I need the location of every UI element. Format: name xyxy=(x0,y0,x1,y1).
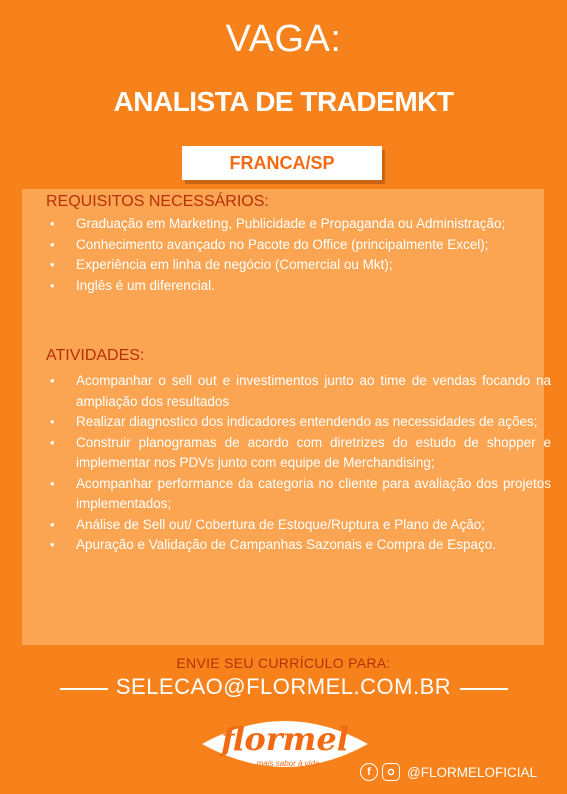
brand-tagline: mais sabor à vida xyxy=(256,759,320,768)
list-item: • Apuração e Validação de Campanhas Sazonais e Compra de Espaço. xyxy=(46,535,551,556)
bullet-icon: • xyxy=(50,414,55,429)
email-link[interactable]: SELECAO@FLORMEL.COM.BR xyxy=(115,674,452,699)
requirements-title: REQUISITOS NECESSÁRIOS: xyxy=(46,193,269,210)
brand-name: flormel xyxy=(221,720,349,758)
list-item: • Realizar diagnostico dos indicadores entendendo as necessidades de ações; xyxy=(46,412,551,433)
bullet-icon: • xyxy=(50,537,55,552)
activities-list xyxy=(46,371,551,556)
flormel-logo xyxy=(196,704,374,784)
bullet-icon: • xyxy=(50,516,55,532)
email-row xyxy=(0,674,567,704)
facebook-icon[interactable]: f xyxy=(360,763,378,781)
page-title: VAGA: xyxy=(225,18,342,60)
location-badge xyxy=(182,146,382,180)
list-item: • Inglês é um diferencial. xyxy=(46,276,551,297)
list-item: • Graduação em Marketing, Publicidade e Propaganda ou Administração; xyxy=(46,214,551,235)
list-item: • Construir planogramas de acordo com diretrizes do estudo de shopper e implementar nos PDVs junto com equipe de Merchandising; xyxy=(50,434,551,470)
job-details-panel xyxy=(22,189,551,645)
list-item: • Acompanhar performance da categoria no cliente para avaliação dos projetos implementados; xyxy=(50,475,551,511)
bullet-icon: • xyxy=(50,373,55,388)
bullet-icon: • xyxy=(50,236,55,252)
divider-right xyxy=(460,688,508,690)
bullet-icon: • xyxy=(50,277,55,293)
social-links xyxy=(360,762,537,782)
bullet-icon: • xyxy=(50,216,55,231)
list-item: • Análise de Sell out/ Cobertura de Estoque/Ruptura e Plano de Ação; xyxy=(46,515,551,536)
activities-title: ATIVIDADES: xyxy=(46,347,145,364)
bullet-icon: • xyxy=(50,475,55,491)
job-title: ANALISTA DE TRADEMKT xyxy=(113,86,454,117)
list-item: • Experiência em linha de negócio (Comercial ou Mkt); xyxy=(46,255,551,276)
social-handle[interactable]: @FLORMELOFICIAL xyxy=(407,764,537,780)
send-resume-label: ENVIE SEU CURRÍCULO PARA: xyxy=(176,655,391,671)
bullet-icon: • xyxy=(50,257,55,272)
list-item: • Acompanhar o sell out e investimentos junto ao time de vendas focando na ampliação dos resultados xyxy=(50,373,551,409)
instagram-icon[interactable] xyxy=(382,763,400,781)
location-label: FRANCA/SP xyxy=(229,152,335,173)
bullet-icon: • xyxy=(50,434,55,450)
list-item: • Conhecimento avançado no Pacote do Office (principalmente Excel); xyxy=(46,235,551,256)
requirements-list xyxy=(46,214,551,296)
